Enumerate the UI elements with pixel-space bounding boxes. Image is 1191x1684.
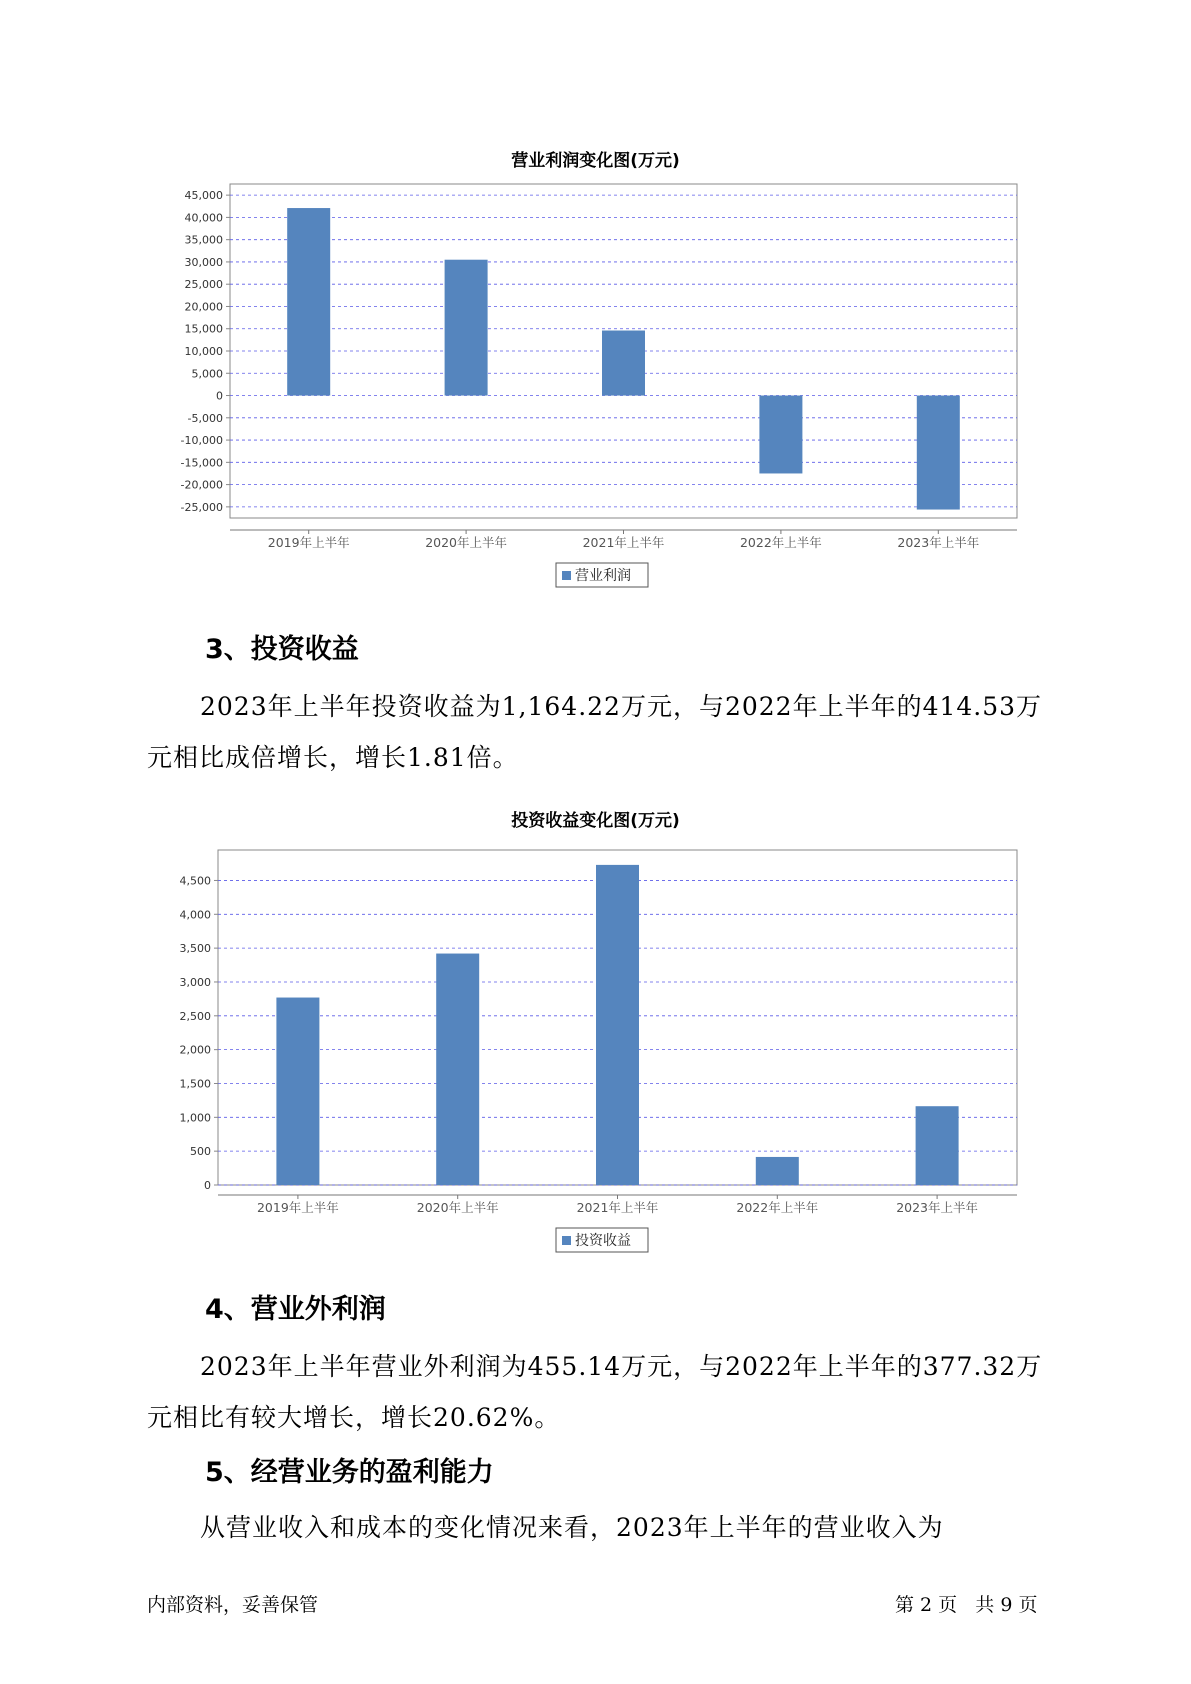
x-tick-label: 2019年上半年 (256, 1200, 339, 1215)
y-tick-label: 15,000 (184, 322, 223, 336)
x-tick-label: 2019年上半年 (267, 535, 350, 550)
y-tick-label: -5,000 (187, 411, 223, 425)
y-tick-label: -15,000 (180, 456, 223, 470)
footer-confidential: 内部资料，妥善保管 (147, 1594, 319, 1616)
x-tick-label: 2020年上半年 (416, 1200, 499, 1215)
bar (756, 1157, 799, 1185)
bar (596, 865, 639, 1185)
y-tick-label: -20,000 (180, 478, 223, 492)
x-tick-label: 2022年上半年 (736, 1200, 819, 1215)
bar (916, 1106, 959, 1185)
section-heading-investment: 3、投资收益 (205, 634, 359, 665)
y-tick-label: 45,000 (184, 189, 223, 203)
paragraph-line: 元相比成倍增长，增长1.81倍。 (147, 743, 519, 772)
y-tick-label: 35,000 (184, 233, 223, 247)
y-tick-label: 20,000 (184, 300, 223, 314)
x-tick-label: 2021年上半年 (582, 535, 665, 550)
y-tick-label: 2,500 (179, 1009, 211, 1023)
y-tick-label: 3,500 (179, 942, 211, 956)
legend-label: 投资收益 (575, 1233, 631, 1249)
x-tick-label: 2022年上半年 (739, 535, 822, 550)
y-tick-label: 4,500 (179, 874, 211, 888)
y-tick-label: 40,000 (184, 211, 223, 225)
y-tick-label: 0 (216, 389, 223, 403)
x-tick-label: 2023年上半年 (897, 535, 980, 550)
y-tick-label: 5,000 (191, 367, 223, 381)
x-tick-label: 2021年上半年 (576, 1200, 659, 1215)
y-tick-label: 25,000 (184, 278, 223, 292)
chart1-title: 营业利润变化图(万元) (511, 151, 680, 171)
y-tick-label: 3,000 (179, 975, 211, 989)
y-tick-label: 10,000 (184, 345, 223, 358)
chart2-title: 投资收益变化图(万元) (511, 811, 680, 831)
paragraph-line: 2023年上半年营业外利润为455.14万元，与2022年上半年的377.32万 (200, 1352, 1043, 1381)
section-heading-non-operating: 4、营业外利润 (205, 1294, 386, 1325)
y-tick-label: 30,000 (184, 255, 223, 269)
bar (436, 954, 479, 1185)
footer-page-number: 第 2 页 共 9 页 (895, 1594, 1038, 1616)
legend-label: 营业利润 (575, 568, 631, 584)
legend-swatch (562, 1236, 571, 1245)
paragraph-line: 元相比有较大增长，增长20.62%。 (147, 1403, 561, 1432)
y-tick-label: 2,000 (179, 1043, 211, 1057)
y-tick-label: 1,500 (179, 1077, 211, 1091)
section-heading-profitability: 5、经营业务的盈利能力 (205, 1457, 494, 1488)
bar (276, 998, 319, 1185)
y-tick-label: -25,000 (180, 500, 223, 514)
y-tick-label: 0 (204, 1179, 211, 1192)
y-tick-label: 1,000 (179, 1111, 211, 1125)
x-tick-label: 2020年上半年 (425, 535, 508, 550)
y-tick-label: -10,000 (180, 434, 223, 448)
y-tick-label: 500 (190, 1145, 211, 1159)
paragraph-line: 2023年上半年投资收益为1,164.22万元，与2022年上半年的414.53万 (200, 692, 1043, 721)
paragraph-line: 从营业收入和成本的变化情况来看，2023年上半年的营业收入为 (200, 1513, 944, 1542)
paragraph-non-operating (147, 1341, 1047, 1443)
x-tick-label: 2023年上半年 (896, 1200, 979, 1215)
paragraph-profitability (147, 1502, 1047, 1553)
y-tick-label: 4,000 (179, 908, 211, 922)
